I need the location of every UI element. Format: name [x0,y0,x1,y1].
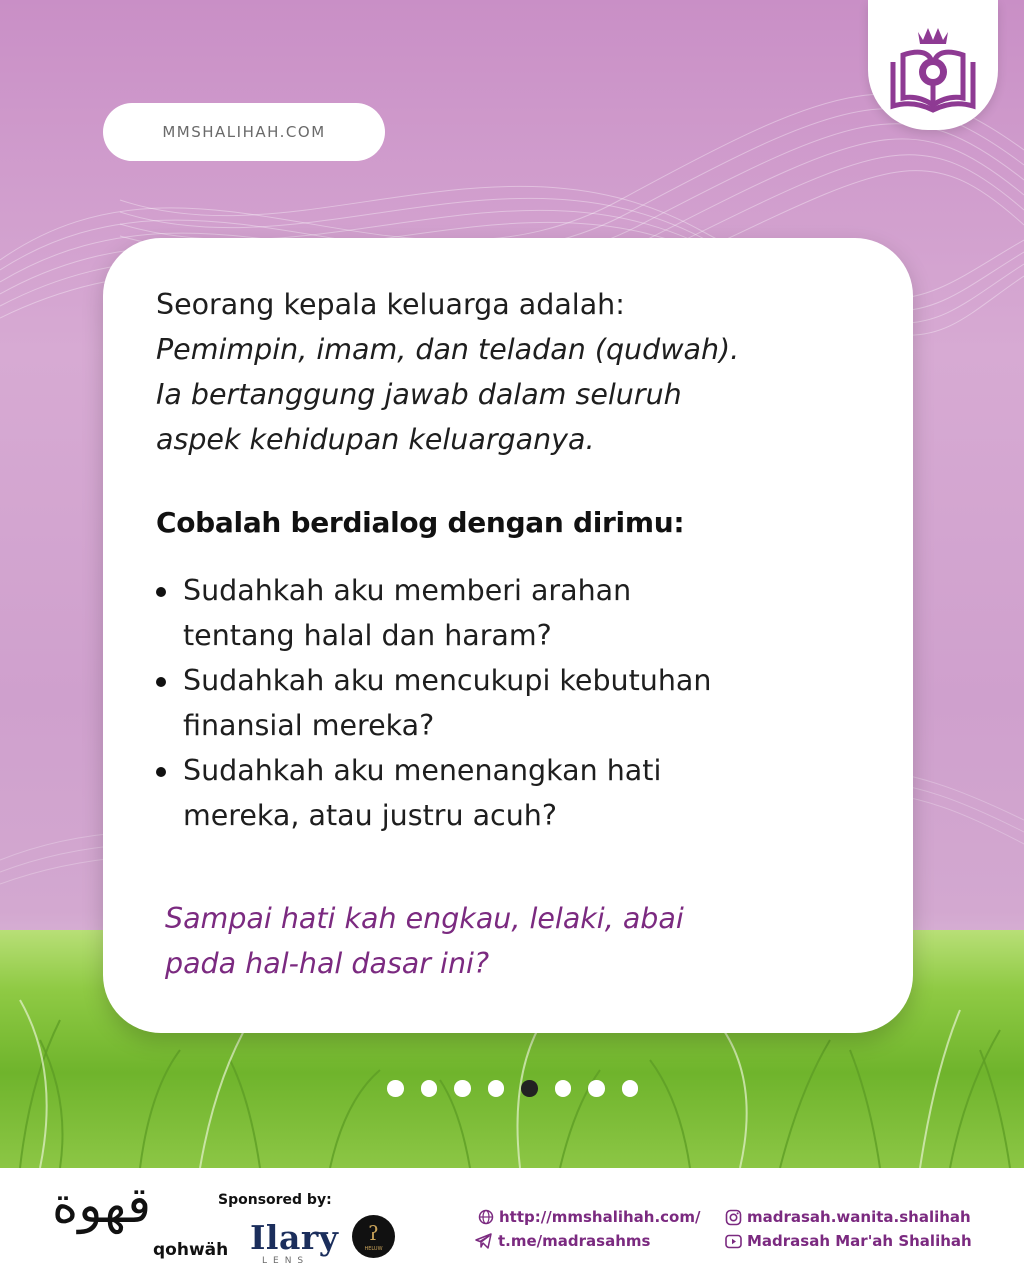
intro-italic-line: aspek kehidupan keluarganya. [156,423,595,456]
list-item-line: Sudahkah aku menenangkan hati [183,754,662,787]
list-item-line: Sudahkah aku memberi arahan [183,574,632,607]
list-item-line: finansial mereka? [183,709,435,742]
qohwah-logo-latin: qohwäh [153,1240,229,1260]
intro-italic-line: Pemimpin, imam, dan teladan (qudwah). [156,333,740,366]
website-link-label: http://mmshalihah.com/ [499,1208,701,1226]
heluw-logo-text: HELUW [364,1246,383,1252]
telegram-icon [475,1233,493,1249]
youtube-link-label: Madrasah Mar'ah Shalihah [747,1232,972,1250]
intro-italic-line: Ia bertanggung jawab dalam seluruh [156,378,682,411]
sponsor-footer [0,1168,1024,1280]
telegram-link[interactable] [475,1232,650,1250]
list-item-line: mereka, atau justru acuh? [183,799,557,832]
heluw-logo [352,1215,395,1258]
list-item [156,568,876,658]
list-item [156,748,876,838]
list-item-line: tentang halal dan haram? [183,619,552,652]
brand-logo-badge[interactable] [868,0,998,130]
content-card [103,238,913,1033]
qohwah-logo-arabic: قهوة [52,1176,151,1234]
reflection-list [156,568,876,838]
closing-question [165,896,845,986]
carousel-pager [387,1080,639,1098]
pager-dot[interactable] [555,1080,572,1097]
instagram-link[interactable] [725,1208,971,1226]
dialog-heading: Cobalah berdialog dengan dirimu: [156,506,685,539]
intro-line: Seorang kepala keluarga adalah: [156,288,625,321]
globe-icon [478,1209,494,1225]
instagram-icon [725,1209,742,1226]
website-pill[interactable]: MMSHALIHAH.COM [103,103,385,161]
pager-dot[interactable] [454,1080,471,1097]
youtube-icon [725,1234,742,1249]
pager-dot[interactable] [421,1080,438,1097]
list-item-line: Sudahkah aku mencukupi kebutuhan [183,664,712,697]
ilary-logo: Ilary [250,1218,339,1257]
pager-dot-active[interactable] [521,1080,538,1097]
sponsored-label: Sponsored by: [218,1192,332,1208]
closing-line: pada hal-hal dasar ini? [165,947,490,980]
website-link[interactable] [478,1208,700,1226]
heluw-logo-mark: ʔ [368,1221,379,1245]
youtube-link[interactable] [725,1232,972,1250]
telegram-link-label: t.me/madrasahms [498,1232,651,1250]
bullet-dot-icon [156,767,166,777]
pager-dot[interactable] [588,1080,605,1097]
closing-line: Sampai hati kah engkau, lelaki, abai [165,902,684,935]
pager-dot[interactable] [488,1080,505,1097]
pager-dot[interactable] [387,1080,404,1097]
logo-crown-book-icon [878,10,988,120]
bullet-dot-icon [156,677,166,687]
list-item [156,658,876,748]
pager-dot[interactable] [622,1080,639,1097]
bullet-dot-icon [156,587,166,597]
ilary-logo-sub: LENS [262,1256,310,1266]
instagram-link-label: madrasah.wanita.shalihah [747,1208,971,1226]
intro-text [156,282,876,462]
